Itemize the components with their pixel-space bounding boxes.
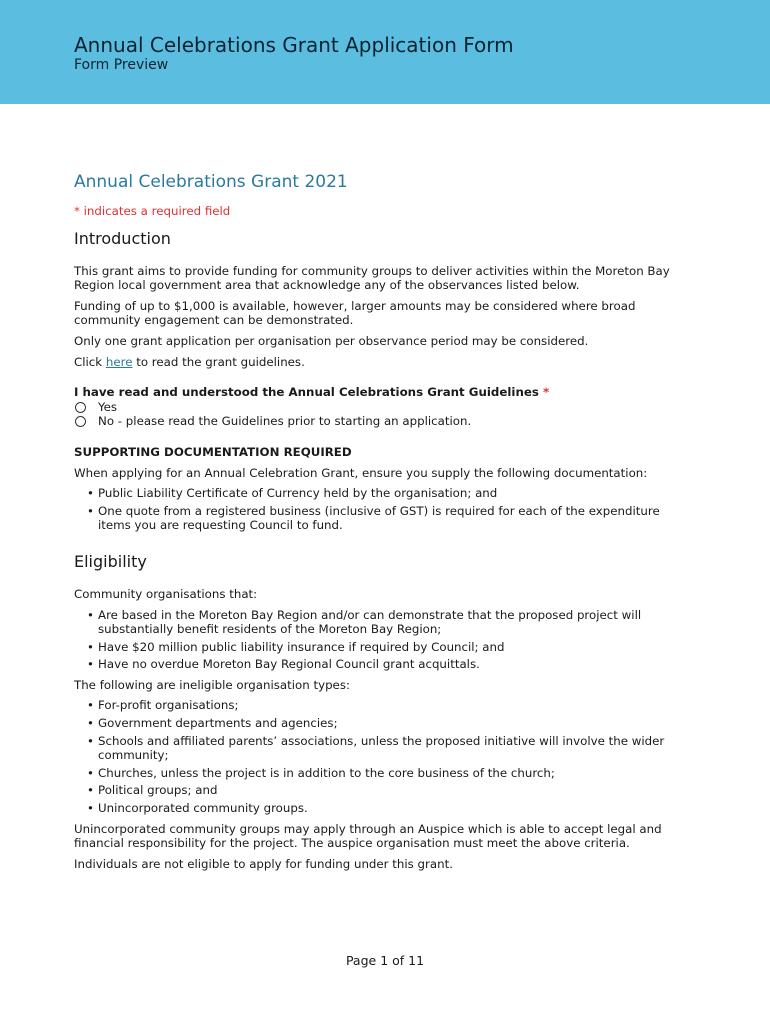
- list-item: • Churches, unless the project is in addition to the core business of the church;: [90, 766, 694, 781]
- radio-icon[interactable]: [75, 402, 86, 413]
- intro-paragraph-1: This grant aims to provide funding for community groups to deliver activities within the Moreton Bay Region local government area that acknowledge any of the observances listed below.: [74, 263, 670, 293]
- list-item: • Have no overdue Moreton Bay Regional Council grant acquittals.: [90, 657, 694, 672]
- guidelines-link[interactable]: here: [105, 354, 133, 369]
- list-item: • Have $20 million public liability insurance if required by Council; and: [90, 640, 694, 655]
- intro-paragraph-3: Only one grant application per organisation per observance period may be considered.: [74, 333, 589, 348]
- supporting-docs-heading: SUPPORTING DOCUMENTATION REQUIRED: [74, 444, 352, 459]
- guidelines-question-label: [74, 385, 694, 400]
- supporting-docs-intro: When applying for an Annual Celebration Grant, ensure you supply the following documentation:: [74, 465, 648, 480]
- radio-option-no[interactable]: [74, 414, 694, 429]
- ineligible-types-list: [74, 698, 694, 815]
- list-item: • Government departments and agencies;: [90, 716, 694, 731]
- list-item: • One quote from a registered business (inclusive of GST) is required for each of the expenditure items you are requesting Council to fund.: [90, 504, 694, 533]
- introduction-heading: Introduction: [74, 228, 171, 248]
- eligible-criteria-list: [74, 608, 694, 672]
- required-asterisk: *: [543, 385, 550, 400]
- radio-label-no: No - please read the Guidelines prior to starting an application.: [98, 414, 472, 429]
- eligibility-heading: Eligibility: [74, 551, 147, 571]
- list-item: • Are based in the Moreton Bay Region and/or can demonstrate that the proposed project will substantially benefit residents of the Moreton Bay Region;: [90, 608, 694, 637]
- radio-icon[interactable]: [75, 416, 86, 427]
- click-suffix: to read the grant guidelines.: [136, 354, 305, 369]
- page-title: Annual Celebrations Grant Application Form: [74, 33, 514, 57]
- list-item: • Political groups; and: [90, 783, 694, 798]
- form-content: [74, 170, 694, 877]
- required-field-note: * indicates a required field: [74, 204, 231, 218]
- guidelines-question-text: I have read and understood the Annual Celebrations Grant Guidelines: [74, 385, 539, 400]
- auspice-note: Unincorporated community groups may apply through an Auspice which is able to accept legal and financial responsibility for the project. The auspice organisation must meet the above criteria.: [74, 821, 662, 851]
- eligibility-intro: Community organisations that:: [74, 586, 258, 601]
- radio-label-yes: Yes: [98, 399, 118, 414]
- list-item: • Unincorporated community groups.: [90, 801, 694, 816]
- page-subtitle: Form Preview: [74, 57, 169, 73]
- intro-paragraph-2: Funding of up to $1,000 is available, however, larger amounts may be considered where broad community engagement can be demonstrated.: [74, 298, 636, 328]
- header-banner: [0, 0, 770, 104]
- guidelines-link-paragraph: [74, 355, 694, 370]
- form-title: Annual Celebrations Grant 2021: [74, 172, 348, 192]
- click-prefix: Click: [74, 354, 103, 369]
- list-item: • Schools and affiliated parents’ associations, unless the proposed initiative will involve the wider community;: [90, 734, 694, 763]
- individuals-note: Individuals are not eligible to apply for funding under this grant.: [74, 856, 453, 871]
- supporting-docs-list: [74, 486, 694, 533]
- ineligible-intro: The following are ineligible organisation types:: [74, 677, 350, 692]
- list-item: • Public Liability Certificate of Currency held by the organisation; and: [90, 486, 694, 501]
- list-item: • For-profit organisations;: [90, 698, 694, 713]
- page-indicator: Page 1 of 11: [345, 953, 425, 968]
- radio-option-yes[interactable]: [74, 400, 694, 415]
